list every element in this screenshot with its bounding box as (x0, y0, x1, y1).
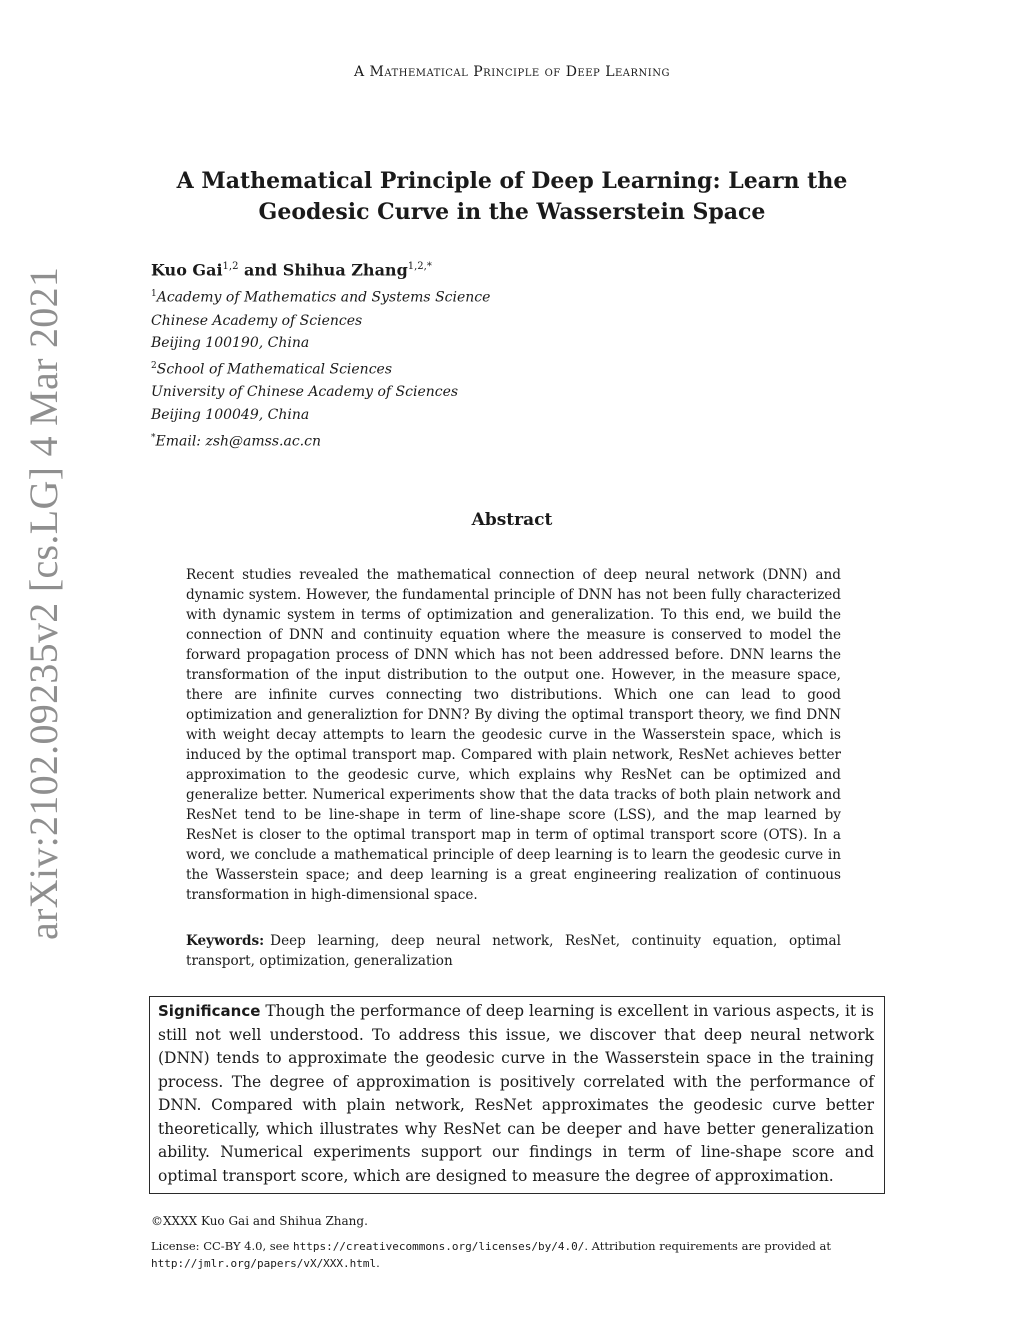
affiliation-text: University of Chinese Academy of Sciences (151, 384, 459, 401)
affiliation-line (151, 310, 651, 333)
affiliation-line (151, 381, 651, 404)
jmlr-link[interactable]: http://jmlr.org/papers/vX/XXX.html (151, 1257, 377, 1270)
significance-box (149, 996, 885, 1194)
affiliation-text: Beijing 100049, China (151, 407, 310, 424)
affiliation-text: Beijing 100190, China (151, 335, 310, 352)
license-suffix: . (376, 1256, 380, 1270)
keywords-label: Keywords: (186, 933, 265, 949)
email-text: Email: zsh@amss.ac.cn (155, 433, 321, 450)
copyright-notice: ©XXXX Kuo Gai and Shihua Zhang. (151, 1214, 368, 1228)
author-conjunction: and (238, 260, 283, 280)
arxiv-identifier-stamp: arXiv:2102.09235v2 [cs.LG] 4 Mar 2021 (21, 266, 66, 940)
keywords-block (186, 931, 841, 971)
affiliation-marker: 1 (151, 289, 157, 300)
title-line-2: Geodesic Curve in the Wasserstein Space (258, 199, 766, 225)
keywords-text: Deep learning, deep neural network, ResNet, continuity equation, optimal transport, optimization, generalization (186, 933, 841, 969)
affiliation-text: Academy of Mathematics and Systems Science (156, 289, 491, 306)
license-notice (151, 1238, 881, 1272)
affiliation-line (151, 332, 651, 355)
affiliation-line (151, 355, 651, 381)
abstract-heading: Abstract (471, 510, 553, 530)
author-line (151, 254, 651, 283)
author-affiliation-marker: 1,2 (222, 261, 239, 272)
affiliation-line (151, 404, 651, 427)
abstract-body: Recent studies revealed the mathematical connection of deep neural network (DNN) and dynamic system. However, the fundamental principle of DNN has not been fully characterized with dynamic system in terms of optimization and generalization. To this end, we build the connection of DNN and continuity equation where the measure is conserved to model the forward propagation process of DNN which has not been addressed before. DNN learns the transformation of the input distribution to the output one. However, in the measure space, there are infinite curves connecting two distributions. Which one can lead to good optimization and generaliztion for DNN? By diving the optimal transport theory, we find DNN with weight decay attempts to learn the geodesic curve in the Wasserstein space, which is induced by the optimal transport map. Compared with plain network, ResNet achieves better approximation to the geodesic curve, which explains why ResNet can be optimized and generalize better. Numerical experiments show that the data tracks of both plain network and ResNet tend to be line-shape in term of line-shape score (LSS), and the map learned by ResNet is closer to the optimal transport map in term of optimal transport score (OTS). In a word, we conclude a mathematical principle of deep learning is to learn the geodesic curve in the Wasserstein space; and deep learning is a great engineering realization of continuous transformation in high-dimensional space. (186, 567, 841, 903)
license-middle: . Attribution requirements are provided at (584, 1239, 835, 1253)
affiliation-text: Chinese Academy of Sciences (151, 312, 363, 329)
affiliation-text: School of Mathematical Sciences (156, 361, 392, 378)
license-prefix: License: CC-BY 4.0, see (151, 1239, 293, 1253)
affiliation-marker: * (151, 432, 156, 443)
author-name: Kuo Gai (151, 260, 223, 280)
affiliation-line (151, 283, 651, 309)
significance-label: Significance (158, 1002, 261, 1020)
paper-title (150, 166, 874, 228)
title-line-1: A Mathematical Principle of Deep Learning: Learn the (176, 168, 848, 194)
affiliation-line (151, 427, 651, 453)
significance-text: Though the performance of deep learning is excellent in various aspects, it is still not well understood. To address this issue, we discover that deep neural network (DNN) tends to approximate the geodesic curve in the Wasserstein space in the training process. The degree of approximation is positively correlated with the performance of DNN. Compared with plain network, ResNet approximates the geodesic curve better theoretically, which illustrates why ResNet can be deeper and have better generalization ability. Numerical experiments support our findings in term of line-shape score and optimal transport score, which are designed to measure the degree of approximation. (158, 1002, 874, 1185)
author-name: Shihua Zhang (282, 260, 408, 280)
license-link[interactable]: https://creativecommons.org/licenses/by/4.0/ (292, 1240, 585, 1253)
running-head: A Mathematical Principle of Deep Learning (353, 64, 670, 80)
author-affiliation-marker: 1,2,* (407, 261, 432, 272)
affiliation-marker: 2 (151, 361, 157, 372)
authors-block (151, 254, 651, 453)
